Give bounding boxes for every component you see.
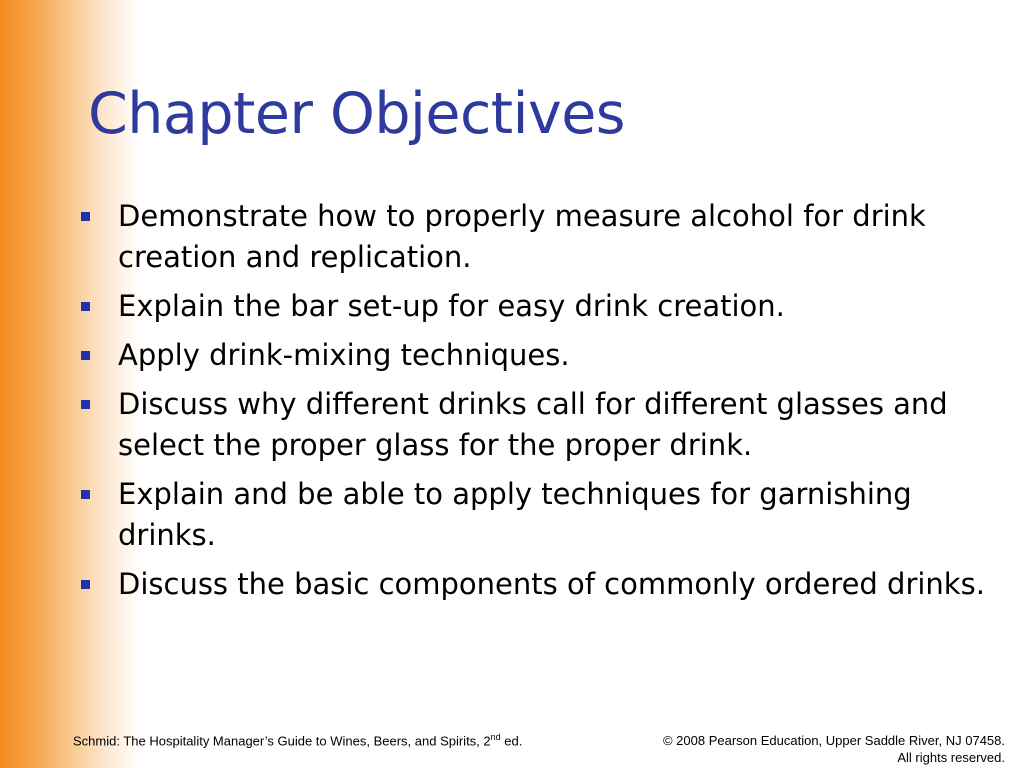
list-item: [78, 564, 998, 605]
square-bullet-icon: [81, 302, 90, 311]
list-item-text: Demonstrate how to properly measure alcohol for drink creation and replication.: [118, 199, 926, 274]
list-item: [78, 335, 998, 376]
list-item: [78, 286, 998, 327]
list-item-text: Apply drink-mixing techniques.: [118, 338, 570, 372]
list-item-text: Explain and be able to apply techniques for garnishing drinks.: [118, 477, 912, 552]
slide-title: Chapter Objectives: [88, 81, 625, 147]
list-item: [78, 196, 998, 278]
square-bullet-icon: [81, 490, 90, 499]
copyright-line: © 2008 Pearson Education, Upper Saddle River, NJ 07458.: [662, 733, 1005, 748]
rights-line: All rights reserved.: [897, 750, 1005, 765]
list-item-text: Discuss the basic components of commonly ordered drinks.: [118, 567, 985, 601]
square-bullet-icon: [81, 400, 90, 409]
footer-citation-superscript: nd: [490, 732, 501, 742]
footer-citation-end: ed.: [500, 733, 523, 749]
square-bullet-icon: [81, 212, 90, 221]
footer-copyright: [663, 732, 1005, 766]
footer-citation: [73, 732, 522, 748]
square-bullet-icon: [81, 351, 90, 360]
list-item-text: Discuss why different drinks call for different glasses and select the proper glass for the proper drink.: [118, 387, 948, 462]
objectives-list: [78, 196, 998, 613]
list-item-text: Explain the bar set-up for easy drink creation.: [118, 289, 785, 323]
list-item: [78, 384, 998, 466]
footer-citation-main: Schmid: The Hospitality Manager’s Guide to Wines, Beers, and Spirits, 2: [73, 733, 491, 749]
list-item: [78, 474, 998, 556]
square-bullet-icon: [81, 580, 90, 589]
